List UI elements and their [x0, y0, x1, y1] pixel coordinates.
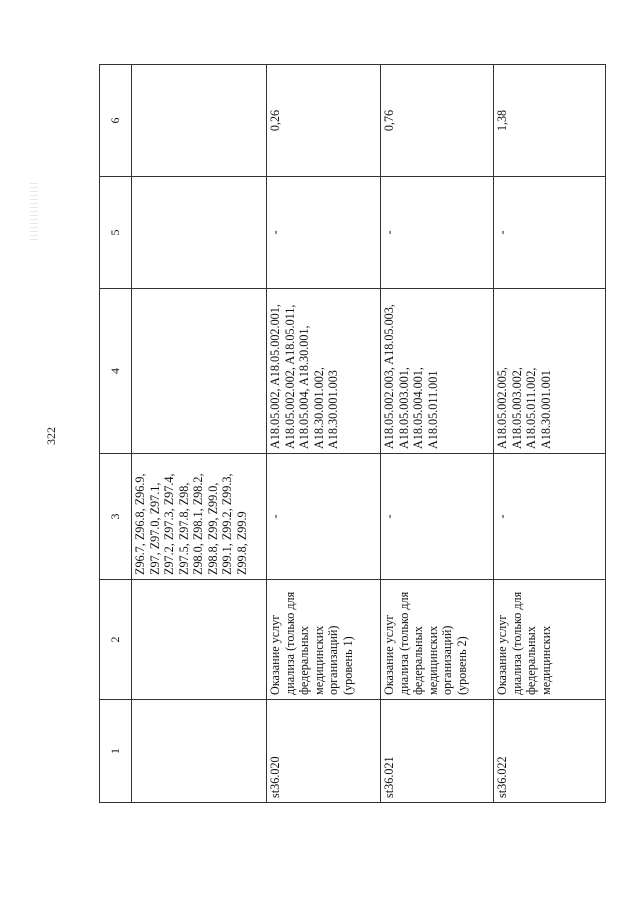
other-cell: - — [494, 177, 606, 289]
code-cell — [132, 700, 267, 803]
tariff-table — [99, 64, 606, 803]
code-cell: st36.022 — [494, 700, 606, 803]
header-cell-4: 4 — [100, 289, 132, 454]
services-cell: A18.05.002.005, A18.05.003.002, A18.05.011.002, A18.30.001.001 — [494, 289, 606, 454]
header-cell-6: 6 — [100, 65, 132, 177]
diagnoses-cell: - — [494, 454, 606, 580]
table-row — [494, 65, 606, 803]
other-cell: - — [381, 177, 494, 289]
name-cell: Оказание услуг диализа (только для федеральных медицинских организаций) (уровень 2) — [381, 580, 494, 700]
table-header-row — [100, 65, 132, 803]
name-cell: Оказание услуг диализа (только для федеральных медицинских — [494, 580, 606, 700]
header-cell-2: 2 — [100, 580, 132, 700]
other-cell — [132, 177, 267, 289]
header-cell-1: 1 — [100, 700, 132, 803]
diagnoses-cell: - — [381, 454, 494, 580]
services-cell: A18.05.002.003, A18.05.003, A18.05.003.001, A18.05.004.001, A18.05.011.001 — [381, 289, 494, 454]
name-cell — [132, 580, 267, 700]
coefficient-cell: 1,38 — [494, 65, 606, 177]
other-cell: - — [267, 177, 381, 289]
code-cell: st36.020 — [267, 700, 381, 803]
rotated-table-container — [99, 65, 604, 803]
name-cell: Оказание услуг диализа (только для федеральных медицинских организаций) (уровень 1) — [267, 580, 381, 700]
header-cell-5: 5 — [100, 177, 132, 289]
diagnoses-cell: Z96.7, Z96.8, Z96.9, Z97, Z97.0, Z97.1, Z97.2, Z97.3, Z97.4, Z97.5, Z97.8, Z98, Z98.0, Z98.1, Z98.2, Z98.8, Z99, Z99.0, Z99.1, Z99.2, Z99.3, Z99.8, Z99.9 — [132, 454, 267, 580]
coefficient-cell — [132, 65, 267, 177]
services-cell: A18.05.002, A18.05.002.001, A18.05.002.002, A18.05.011, A18.05.004, A18.30.001, A18.30.001.002, A18.30.001.003 — [267, 289, 381, 454]
table-row — [381, 65, 494, 803]
page-number: 322 — [44, 427, 58, 445]
scan-artifact — [30, 180, 38, 240]
table-row — [132, 65, 267, 803]
diagnoses-cell: - — [267, 454, 381, 580]
coefficient-cell: 0,26 — [267, 65, 381, 177]
services-cell — [132, 289, 267, 454]
coefficient-cell: 0,76 — [381, 65, 494, 177]
table-row — [267, 65, 381, 803]
code-cell: st36.021 — [381, 700, 494, 803]
header-cell-3: 3 — [100, 454, 132, 580]
